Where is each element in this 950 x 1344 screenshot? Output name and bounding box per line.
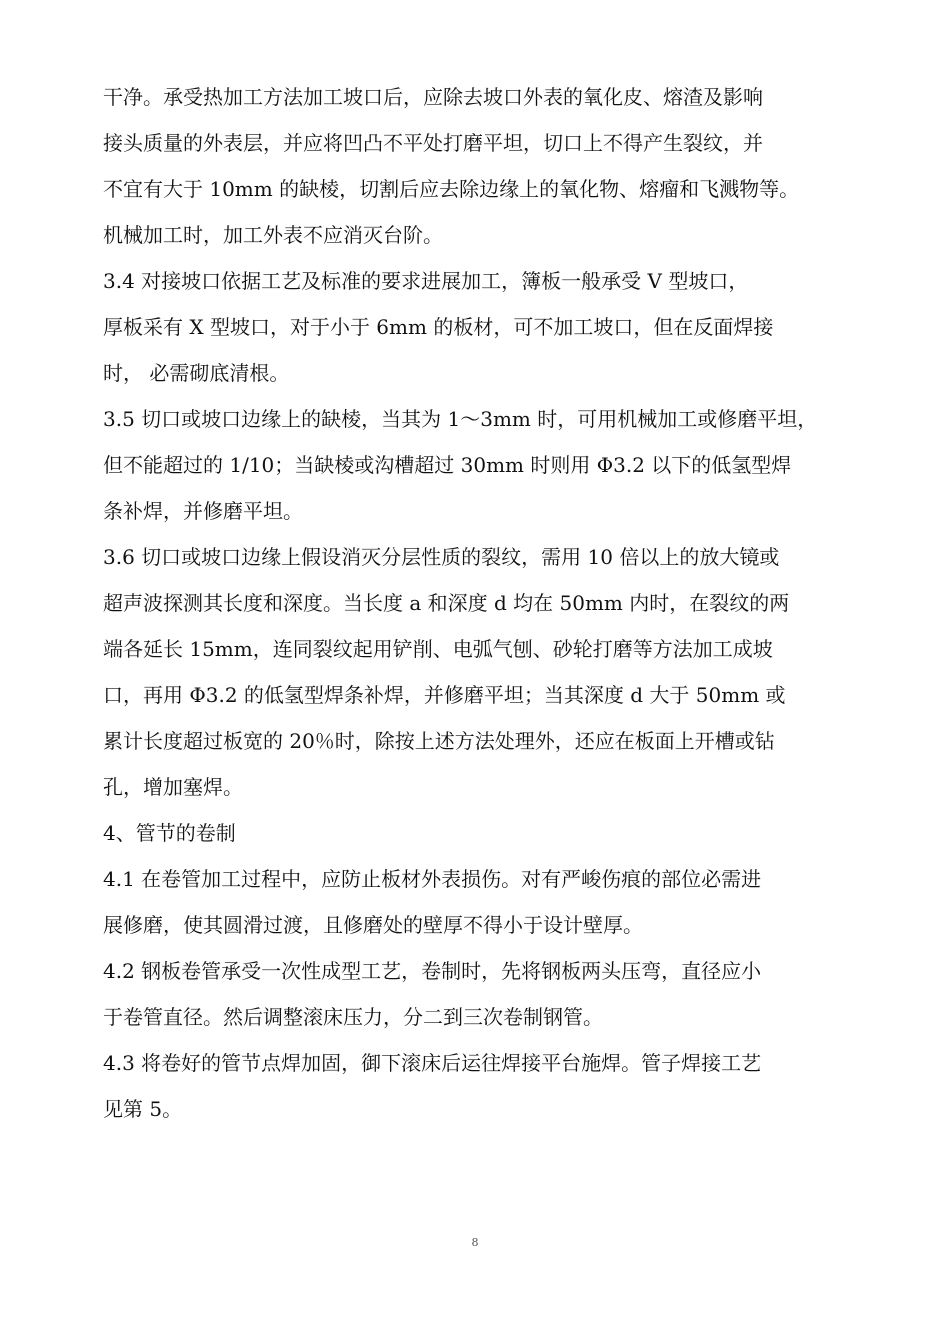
text-line: 累计长度超过板宽的 20％时，除按上述方法处理外，还应在板面上开槽或钻 (103, 729, 775, 753)
text-line: 3.6 切口或坡口边缘上假设消灭分层性质的裂纹，需用 10 倍以上的放大镜或 (103, 545, 780, 569)
page-number: 8 (471, 1236, 479, 1249)
text-line: 4.3 将卷好的管节点焊加固，御下滚床后运往焊接平台施焊。管子焊接工艺 (103, 1051, 762, 1075)
text-line: 见第 5。 (103, 1097, 183, 1121)
text-line: 4.1 在卷管加工过程中，应防止板材外表损伤。对有严峻伤痕的部位必需进 (103, 867, 762, 891)
body-text (103, 74, 848, 1132)
text-line: 但不能超过的 1/10；当缺棱或沟槽超过 30mm 时则用 Φ3.2 以下的低氢型焊 (103, 453, 792, 477)
text-line: 干净。承受热加工方法加工坡口后，应除去坡口外表的氧化皮、熔渣及影响 (103, 85, 763, 109)
text-line: 口，再用 Φ3.2 的低氢型焊条补焊，并修磨平坦；当其深度 d 大于 50mm 或 (103, 683, 786, 707)
text-line: 4.2 钢板卷管承受一次性成型工艺，卷制时，先将钢板两头压弯，直径应小 (103, 959, 762, 983)
text-line: 3.4 对接坡口依据工艺及标准的要求进展加工，簿板一般承受 V 型坡口， (103, 269, 749, 293)
text-line: 超声波探测其长度和深度。当长度 a 和深度 d 均在 50mm 内时，在裂纹的两 (103, 591, 790, 615)
text-line: 3.5 切口或坡口边缘上的缺棱，当其为 1～3mm 时，可用机械加工或修磨平坦， (103, 407, 818, 431)
text-line: 时， 必需砌底清根。 (103, 361, 290, 385)
text-line: 接头质量的外表层，并应将凹凸不平处打磨平坦，切口上不得产生裂纹，并 (103, 131, 763, 155)
text-line: 厚板采有 X 型坡口，对于小于 6mm 的板材，可不加工坡口，但在反面焊接 (103, 315, 774, 339)
text-line: 于卷管直径。然后调整滚床压力，分二到三次卷制钢管。 (103, 1005, 603, 1029)
text-line: 不宜有大于 10mm 的缺棱，切割后应去除边缘上的氧化物、熔瘤和飞溅物等。 (103, 177, 800, 201)
section-heading: 4、管节的卷制 (103, 821, 236, 845)
text-line: 端各延长 15mm，连同裂纹起用铲削、电弧气刨、砂轮打磨等方法加工成坡 (103, 637, 773, 661)
text-line: 孔，增加塞焊。 (103, 775, 243, 799)
text-line: 展修磨，使其圆滑过渡，且修磨处的壁厚不得小于设计壁厚。 (103, 913, 643, 937)
text-line: 条补焊，并修磨平坦。 (103, 499, 303, 523)
text-line: 机械加工时，加工外表不应消灭台阶。 (103, 223, 443, 247)
